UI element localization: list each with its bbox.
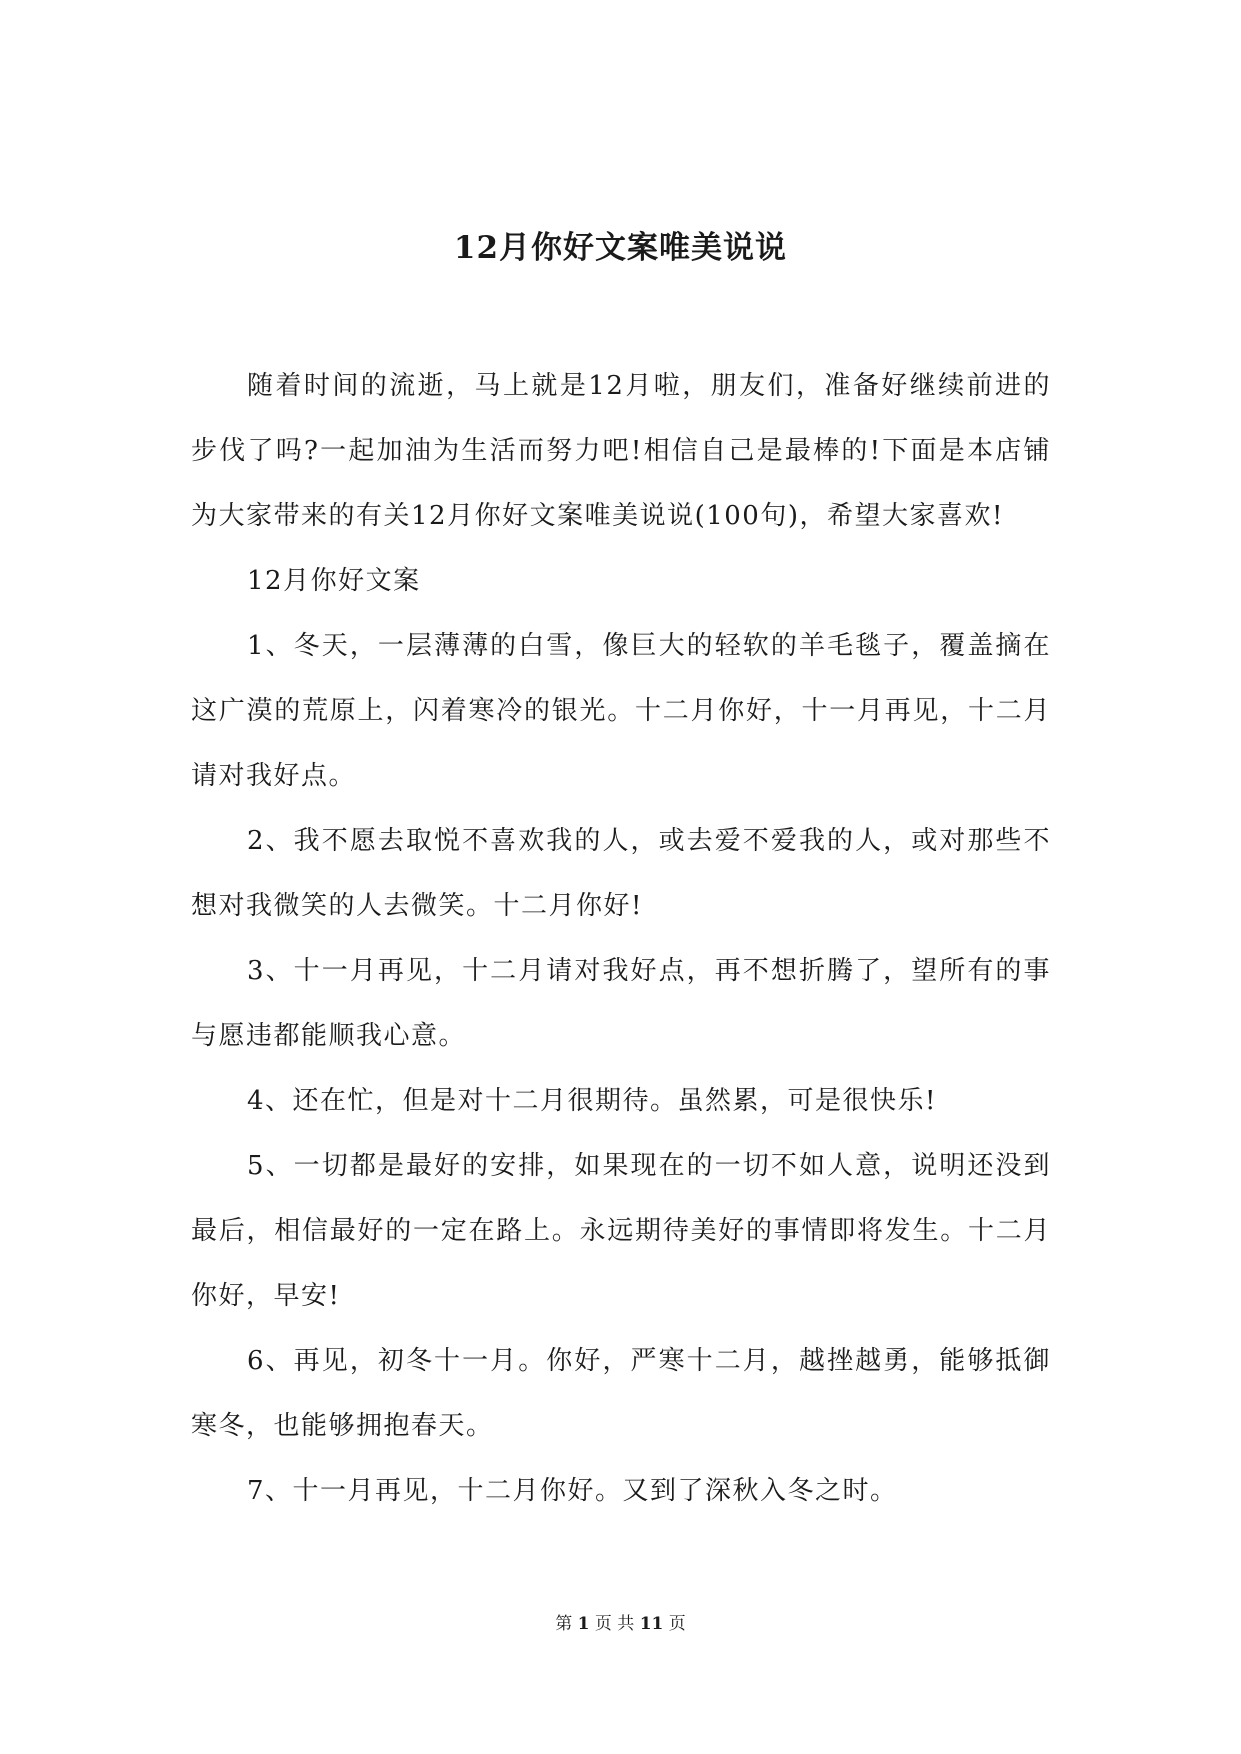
footer-middle: 页 共 xyxy=(594,1614,635,1634)
list-item: 6、再见，初冬十一月。你好，严寒十二月，越挫越勇，能够抵御寒冬，也能够拥抱春天。 xyxy=(191,1346,1051,1441)
list-item: 5、一切都是最好的安排，如果现在的一切不如人意，说明还没到最后，相信最好的一定在路上。永远期待美好的事情即将发生。十二月你好，早安! xyxy=(191,1151,1051,1311)
list-item: 7、十一月再见，十二月你好。又到了深秋入冬之时。 xyxy=(247,1476,898,1506)
total-pages-number: 11 xyxy=(639,1614,664,1634)
page-footer xyxy=(0,1612,1241,1636)
document-title: 12月你好文案唯美说说 xyxy=(453,230,788,266)
list-item: 3、十一月再见，十二月请对我好点，再不想折腾了，望所有的事与愿违都能顺我心意。 xyxy=(191,956,1051,1051)
list-item: 1、冬天，一层薄薄的白雪，像巨大的轻软的羊毛毯子，覆盖摘在这广漠的荒原上，闪着寒冷的银光。十二月你好，十一月再见，十二月请对我好点。 xyxy=(191,631,1051,791)
current-page-number: 1 xyxy=(577,1614,590,1634)
footer-suffix: 页 xyxy=(668,1614,686,1634)
intro-paragraph: 随着时间的流逝，马上就是12月啦，朋友们，准备好继续前进的步伐了吗?一起加油为生活而努力吧!相信自己是最棒的!下面是本店铺为大家带来的有关12月你好文案唯美说说(100句)，希望大家喜欢! xyxy=(191,371,1051,531)
list-item: 2、我不愿去取悦不喜欢我的人，或去爱不爱我的人，或对那些不想对我微笑的人去微笑。十二月你好! xyxy=(191,826,1051,921)
document-body xyxy=(191,354,1051,1524)
footer-prefix: 第 xyxy=(555,1614,573,1634)
list-item: 4、还在忙，但是对十二月很期待。虽然累，可是很快乐! xyxy=(247,1086,937,1116)
section-heading: 12月你好文案 xyxy=(247,566,421,596)
